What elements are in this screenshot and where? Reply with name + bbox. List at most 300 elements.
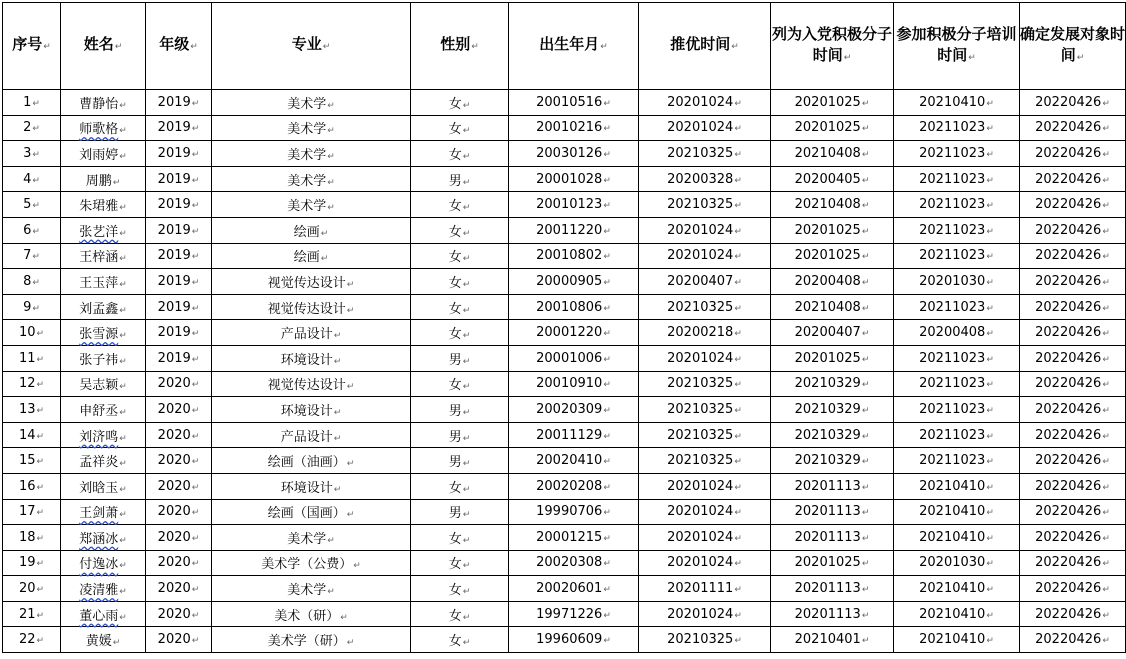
- paragraph-mark-icon: ↵: [986, 98, 994, 109]
- cell-col-activist: 20201025↵: [771, 243, 894, 269]
- paragraph-mark-icon: ↵: [119, 587, 127, 598]
- cell-col-name: 孟祥炎↵: [61, 448, 146, 474]
- cell-col-gender: 女↵: [411, 627, 509, 653]
- paragraph-mark-icon: ↵: [327, 151, 335, 162]
- paragraph-mark-icon: ↵: [32, 124, 40, 135]
- cell-col-grade: 2020↵: [146, 601, 212, 627]
- cell-col-recommend: 20200218↵: [639, 320, 771, 346]
- paragraph-mark-icon: ↵: [462, 535, 471, 546]
- cell-col-name: 刘晗玉↵: [61, 473, 146, 499]
- cell-col-major: 美术学↵: [212, 141, 411, 167]
- cell-col-recommend: 20210325↵: [639, 422, 771, 448]
- cell-col-recommend: 20210325↵: [639, 627, 771, 653]
- paragraph-mark-icon: ↵: [333, 484, 342, 495]
- paragraph-mark-icon: ↵: [603, 226, 611, 237]
- cell-col-major: 绘画↵: [212, 243, 411, 269]
- paragraph-mark-icon: ↵: [119, 459, 127, 470]
- cell-col-candidate: 20220426↵: [1020, 115, 1126, 141]
- cell-col-activist: 20210329↵: [771, 371, 894, 397]
- cell-col-gender: 女↵: [411, 115, 509, 141]
- cell-col-gender: 女↵: [411, 576, 509, 602]
- table-row: [3, 192, 1126, 218]
- cell-col-candidate: 20220426↵: [1020, 320, 1126, 346]
- cell-col-birth: 20010123↵: [509, 192, 639, 218]
- table-row: [3, 525, 1126, 551]
- paragraph-mark-icon: ↵: [603, 636, 611, 647]
- paragraph-mark-icon: ↵: [861, 508, 870, 519]
- paragraph-mark-icon: ↵: [32, 226, 40, 237]
- paragraph-mark-icon: ↵: [734, 98, 742, 109]
- paragraph-mark-icon: ↵: [734, 482, 742, 493]
- paragraph-mark-icon: ↵: [734, 303, 742, 314]
- cell-col-candidate: 20220426↵: [1020, 217, 1126, 243]
- paragraph-mark-icon: ↵: [861, 226, 870, 237]
- cell-col-grade: 2019↵: [146, 269, 212, 295]
- paragraph-mark-icon: ↵: [119, 484, 127, 495]
- cell-col-birth: 20010910↵: [509, 371, 639, 397]
- cell-col-grade: 2019↵: [146, 243, 212, 269]
- paragraph-mark-icon: ↵: [191, 533, 200, 544]
- cell-col-birth: 20001215↵: [509, 525, 639, 551]
- table-row: [3, 269, 1126, 295]
- paragraph-mark-icon: ↵: [861, 533, 870, 544]
- paragraph-mark-icon: ↵: [191, 431, 200, 442]
- cell-col-name: 刘孟鑫↵: [61, 294, 146, 320]
- paragraph-mark-icon: ↵: [32, 149, 40, 160]
- paragraph-mark-icon: ↵: [734, 585, 742, 596]
- cell-col-index: 15↵: [3, 448, 61, 474]
- paragraph-mark-icon: ↵: [734, 329, 742, 340]
- cell-col-gender: 女↵: [411, 473, 509, 499]
- table-row: [3, 473, 1126, 499]
- cell-col-grade: 2019↵: [146, 166, 212, 192]
- cell-col-grade: 2020↵: [146, 550, 212, 576]
- paragraph-mark-icon: ↵: [114, 42, 123, 52]
- cell-col-birth: 20010806↵: [509, 294, 639, 320]
- cell-col-activist: 20201113↵: [771, 525, 894, 551]
- cell-col-activist: 20201113↵: [771, 576, 894, 602]
- paragraph-mark-icon: ↵: [603, 252, 611, 263]
- paragraph-mark-icon: ↵: [843, 52, 852, 63]
- cell-col-recommend: 20210325↵: [639, 397, 771, 423]
- table-row: [3, 217, 1126, 243]
- paragraph-mark-icon: ↵: [36, 636, 45, 647]
- cell-col-gender: 女↵: [411, 371, 509, 397]
- paragraph-mark-icon: ↵: [986, 303, 994, 314]
- paragraph-mark-icon: ↵: [986, 559, 994, 570]
- paragraph-mark-icon: ↵: [968, 52, 976, 63]
- cell-col-birth: 20001006↵: [509, 345, 639, 371]
- table-row: [3, 627, 1126, 653]
- paragraph-mark-icon: ↵: [986, 175, 994, 186]
- paragraph-mark-icon: ↵: [603, 482, 611, 493]
- cell-col-training: 20211023↵: [894, 397, 1020, 423]
- paragraph-mark-icon: ↵: [734, 610, 742, 621]
- cell-col-name: 王玉萍↵: [61, 269, 146, 295]
- paragraph-mark-icon: ↵: [191, 175, 200, 186]
- paragraph-mark-icon: ↵: [36, 457, 45, 468]
- cell-col-gender: 男↵: [411, 345, 509, 371]
- cell-col-major: 绘画（国画）↵: [212, 499, 411, 525]
- cell-col-activist: 20210401↵: [771, 627, 894, 653]
- paragraph-mark-icon: ↵: [32, 98, 40, 109]
- cell-col-grade: 2019↵: [146, 320, 212, 346]
- cell-col-index: 7↵: [3, 243, 61, 269]
- paragraph-mark-icon: ↵: [119, 561, 127, 572]
- table-row: [3, 448, 1126, 474]
- cell-col-training: 20210410↵: [894, 601, 1020, 627]
- paragraph-mark-icon: ↵: [191, 405, 200, 416]
- paragraph-mark-icon: ↵: [603, 585, 611, 596]
- cell-col-gender: 女↵: [411, 525, 509, 551]
- paragraph-mark-icon: ↵: [603, 277, 611, 288]
- paragraph-mark-icon: ↵: [1102, 124, 1110, 135]
- cell-col-birth: 20001220↵: [509, 320, 639, 346]
- cell-col-grade: 2020↵: [146, 397, 212, 423]
- paragraph-mark-icon: ↵: [112, 638, 121, 649]
- paragraph-mark-icon: ↵: [861, 559, 870, 570]
- cell-col-gender: 女↵: [411, 141, 509, 167]
- cell-col-candidate: 20220426↵: [1020, 576, 1126, 602]
- cell-col-name: 王剑萧↵: [61, 499, 146, 525]
- cell-col-index: 4↵: [3, 166, 61, 192]
- cell-col-candidate: 20220426↵: [1020, 397, 1126, 423]
- paragraph-mark-icon: ↵: [1102, 585, 1110, 596]
- cell-col-training: 20211023↵: [894, 192, 1020, 218]
- cell-col-grade: 2020↵: [146, 499, 212, 525]
- paragraph-mark-icon: ↵: [986, 508, 994, 519]
- paragraph-mark-icon: ↵: [1102, 175, 1110, 186]
- cell-col-name: 师歌格↵: [61, 115, 146, 141]
- member-development-table: [2, 2, 1126, 653]
- cell-col-index: 19↵: [3, 550, 61, 576]
- paragraph-mark-icon: ↵: [861, 585, 870, 596]
- paragraph-mark-icon: ↵: [346, 459, 355, 470]
- cell-col-gender: 男↵: [411, 397, 509, 423]
- cell-col-name: 郑涵冰↵: [61, 525, 146, 551]
- cell-col-grade: 2020↵: [146, 422, 212, 448]
- paragraph-mark-icon: ↵: [1102, 380, 1110, 391]
- paragraph-mark-icon: ↵: [119, 151, 127, 162]
- paragraph-mark-icon: ↵: [734, 277, 742, 288]
- paragraph-mark-icon: ↵: [36, 533, 45, 544]
- cell-col-major: 绘画↵: [212, 217, 411, 243]
- cell-col-major: 视觉传达设计↵: [212, 269, 411, 295]
- paragraph-mark-icon: ↵: [603, 610, 611, 621]
- paragraph-mark-icon: ↵: [1102, 277, 1110, 288]
- paragraph-mark-icon: ↵: [471, 42, 479, 52]
- paragraph-mark-icon: ↵: [861, 303, 870, 314]
- paragraph-mark-icon: ↵: [861, 405, 870, 416]
- paragraph-mark-icon: ↵: [603, 533, 611, 544]
- paragraph-mark-icon: ↵: [1102, 636, 1110, 647]
- table-row: [3, 601, 1126, 627]
- table-row: [3, 576, 1126, 602]
- cell-col-major: 产品设计↵: [212, 422, 411, 448]
- paragraph-mark-icon: ↵: [734, 175, 742, 186]
- paragraph-mark-icon: ↵: [36, 405, 45, 416]
- paragraph-mark-icon: ↵: [462, 407, 471, 418]
- cell-col-recommend: 20201024↵: [639, 601, 771, 627]
- paragraph-mark-icon: ↵: [327, 177, 335, 188]
- paragraph-mark-icon: ↵: [734, 201, 742, 212]
- cell-col-major: 视觉传达设计↵: [212, 294, 411, 320]
- cell-col-grade: 2020↵: [146, 473, 212, 499]
- paragraph-mark-icon: ↵: [986, 277, 994, 288]
- cell-col-grade: 2020↵: [146, 627, 212, 653]
- cell-col-gender: 女↵: [411, 550, 509, 576]
- paragraph-mark-icon: ↵: [119, 407, 127, 418]
- paragraph-mark-icon: ↵: [986, 431, 994, 442]
- cell-col-candidate: 20220426↵: [1020, 243, 1126, 269]
- cell-col-training: 20211023↵: [894, 422, 1020, 448]
- header-col-index: 序号↵: [3, 3, 61, 90]
- cell-col-candidate: 20220426↵: [1020, 141, 1126, 167]
- cell-col-name: 申舒丞↵: [61, 397, 146, 423]
- paragraph-mark-icon: ↵: [327, 126, 335, 137]
- cell-col-training: 20211023↵: [894, 345, 1020, 371]
- paragraph-mark-icon: ↵: [191, 149, 200, 160]
- cell-col-candidate: 20220426↵: [1020, 294, 1126, 320]
- table-row: [3, 397, 1126, 423]
- paragraph-mark-icon: ↵: [462, 382, 471, 393]
- paragraph-mark-icon: ↵: [191, 354, 200, 365]
- cell-col-major: 美术学↵: [212, 576, 411, 602]
- paragraph-mark-icon: ↵: [119, 228, 127, 239]
- paragraph-mark-icon: ↵: [603, 380, 611, 391]
- paragraph-mark-icon: ↵: [861, 431, 870, 442]
- cell-col-birth: 20011220↵: [509, 217, 639, 243]
- cell-col-birth: 20001028↵: [509, 166, 639, 192]
- paragraph-mark-icon: ↵: [603, 98, 611, 109]
- paragraph-mark-icon: ↵: [734, 636, 742, 647]
- paragraph-mark-icon: ↵: [320, 254, 329, 265]
- paragraph-mark-icon: ↵: [734, 380, 742, 391]
- paragraph-mark-icon: ↵: [986, 610, 994, 621]
- paragraph-mark-icon: ↵: [191, 252, 200, 263]
- cell-col-birth: 20000905↵: [509, 269, 639, 295]
- paragraph-mark-icon: ↵: [734, 354, 742, 365]
- cell-col-candidate: 20220426↵: [1020, 601, 1126, 627]
- paragraph-mark-icon: ↵: [861, 380, 870, 391]
- cell-col-index: 9↵: [3, 294, 61, 320]
- paragraph-mark-icon: ↵: [734, 405, 742, 416]
- cell-col-activist: 20201025↵: [771, 217, 894, 243]
- paragraph-mark-icon: ↵: [462, 612, 471, 623]
- cell-col-birth: 20010216↵: [509, 115, 639, 141]
- cell-col-recommend: 20200328↵: [639, 166, 771, 192]
- cell-col-training: 20210410↵: [894, 473, 1020, 499]
- cell-col-training: 20211023↵: [894, 243, 1020, 269]
- cell-col-gender: 女↵: [411, 243, 509, 269]
- table-row: [3, 243, 1126, 269]
- cell-col-birth: 19971226↵: [509, 601, 639, 627]
- cell-col-major: 美术学↵: [212, 166, 411, 192]
- header-col-grade: 年级↵: [146, 3, 212, 90]
- cell-col-grade: 2019↵: [146, 345, 212, 371]
- paragraph-mark-icon: ↵: [986, 636, 994, 647]
- table-row: [3, 294, 1126, 320]
- paragraph-mark-icon: ↵: [603, 149, 611, 160]
- paragraph-mark-icon: ↵: [1102, 201, 1110, 212]
- cell-col-candidate: 20220426↵: [1020, 166, 1126, 192]
- cell-col-name: 付逸冰↵: [61, 550, 146, 576]
- cell-col-activist: 20210329↵: [771, 397, 894, 423]
- paragraph-mark-icon: ↵: [734, 431, 742, 442]
- paragraph-mark-icon: ↵: [734, 149, 742, 160]
- paragraph-mark-icon: ↵: [462, 100, 471, 111]
- cell-col-index: 2↵: [3, 115, 61, 141]
- paragraph-mark-icon: ↵: [119, 126, 127, 137]
- cell-col-index: 14↵: [3, 422, 61, 448]
- cell-col-index: 18↵: [3, 525, 61, 551]
- paragraph-mark-icon: ↵: [327, 587, 335, 598]
- cell-col-recommend: 20210325↵: [639, 141, 771, 167]
- cell-col-gender: 女↵: [411, 269, 509, 295]
- cell-col-recommend: 20210325↵: [639, 294, 771, 320]
- paragraph-mark-icon: ↵: [1102, 226, 1110, 237]
- paragraph-mark-icon: ↵: [36, 508, 45, 519]
- cell-col-name: 周鹏↵: [61, 166, 146, 192]
- header-col-major: 专业↵: [212, 3, 411, 90]
- paragraph-mark-icon: ↵: [462, 356, 471, 367]
- paragraph-mark-icon: ↵: [462, 561, 471, 572]
- table-row: [3, 166, 1126, 192]
- cell-col-major: 美术学（研）↵: [212, 627, 411, 653]
- cell-col-major: 视觉传达设计↵: [212, 371, 411, 397]
- cell-col-activist: 20201025↵: [771, 345, 894, 371]
- paragraph-mark-icon: ↵: [462, 638, 471, 649]
- header-col-name: 姓名↵: [61, 3, 146, 90]
- cell-col-index: 10↵: [3, 320, 61, 346]
- cell-col-index: 21↵: [3, 601, 61, 627]
- paragraph-mark-icon: ↵: [191, 303, 200, 314]
- cell-col-recommend: 20201024↵: [639, 550, 771, 576]
- cell-col-gender: 女↵: [411, 294, 509, 320]
- paragraph-mark-icon: ↵: [462, 203, 471, 214]
- paragraph-mark-icon: ↵: [322, 42, 331, 52]
- cell-col-birth: 20020308↵: [509, 550, 639, 576]
- paragraph-mark-icon: ↵: [119, 279, 127, 290]
- paragraph-mark-icon: ↵: [119, 100, 127, 111]
- paragraph-mark-icon: ↵: [327, 535, 335, 546]
- cell-col-birth: 20020309↵: [509, 397, 639, 423]
- paragraph-mark-icon: ↵: [986, 149, 994, 160]
- paragraph-mark-icon: ↵: [603, 354, 611, 365]
- paragraph-mark-icon: ↵: [32, 277, 40, 288]
- paragraph-mark-icon: ↵: [1102, 431, 1110, 442]
- paragraph-mark-icon: ↵: [462, 510, 471, 521]
- paragraph-mark-icon: ↵: [32, 175, 40, 186]
- cell-col-major: 美术学↵: [212, 115, 411, 141]
- cell-col-candidate: 20220426↵: [1020, 90, 1126, 116]
- paragraph-mark-icon: ↵: [36, 380, 45, 391]
- cell-col-activist: 20200405↵: [771, 166, 894, 192]
- paragraph-mark-icon: ↵: [1076, 52, 1085, 63]
- cell-col-candidate: 20220426↵: [1020, 192, 1126, 218]
- paragraph-mark-icon: ↵: [36, 329, 45, 340]
- cell-col-recommend: 20200407↵: [639, 269, 771, 295]
- paragraph-mark-icon: ↵: [462, 459, 471, 470]
- paragraph-mark-icon: ↵: [462, 177, 471, 188]
- cell-col-candidate: 20220426↵: [1020, 448, 1126, 474]
- cell-col-grade: 2019↵: [146, 217, 212, 243]
- cell-col-major: 美术学↵: [212, 90, 411, 116]
- paragraph-mark-icon: ↵: [462, 433, 471, 444]
- paragraph-mark-icon: ↵: [36, 354, 45, 365]
- paragraph-mark-icon: ↵: [603, 124, 611, 135]
- cell-col-index: 8↵: [3, 269, 61, 295]
- cell-col-candidate: 20220426↵: [1020, 499, 1126, 525]
- paragraph-mark-icon: ↵: [986, 533, 994, 544]
- cell-col-name: 张子祎↵: [61, 345, 146, 371]
- cell-col-name: 凌清雅↵: [61, 576, 146, 602]
- paragraph-mark-icon: ↵: [1102, 303, 1110, 314]
- cell-col-recommend: 20210325↵: [639, 371, 771, 397]
- cell-col-candidate: 20220426↵: [1020, 627, 1126, 653]
- header-col-activist: 列为入党积极分子时间↵: [771, 3, 894, 90]
- paragraph-mark-icon: ↵: [861, 201, 870, 212]
- paragraph-mark-icon: ↵: [119, 331, 127, 342]
- cell-col-activist: 20210408↵: [771, 294, 894, 320]
- header-col-candidate: 确定发展对象时间↵: [1020, 3, 1126, 90]
- paragraph-mark-icon: ↵: [191, 610, 200, 621]
- paragraph-mark-icon: ↵: [119, 356, 127, 367]
- table-row: [3, 422, 1126, 448]
- paragraph-mark-icon: ↵: [1102, 508, 1110, 519]
- cell-col-activist: 20201113↵: [771, 473, 894, 499]
- cell-col-major: 环境设计↵: [212, 473, 411, 499]
- paragraph-mark-icon: ↵: [861, 610, 870, 621]
- paragraph-mark-icon: ↵: [346, 638, 355, 649]
- cell-col-training: 20211023↵: [894, 294, 1020, 320]
- paragraph-mark-icon: ↵: [986, 124, 994, 135]
- cell-col-index: 20↵: [3, 576, 61, 602]
- cell-col-training: 20211023↵: [894, 448, 1020, 474]
- cell-col-activist: 20200407↵: [771, 320, 894, 346]
- table-row: [3, 345, 1126, 371]
- paragraph-mark-icon: ↵: [191, 226, 200, 237]
- cell-col-grade: 2020↵: [146, 525, 212, 551]
- cell-col-activist: 20201113↵: [771, 499, 894, 525]
- cell-col-grade: 2019↵: [146, 141, 212, 167]
- cell-col-training: 20210410↵: [894, 525, 1020, 551]
- paragraph-mark-icon: ↵: [353, 561, 361, 572]
- table-row: [3, 550, 1126, 576]
- paragraph-mark-icon: ↵: [346, 305, 355, 316]
- cell-col-grade: 2020↵: [146, 371, 212, 397]
- paragraph-mark-icon: ↵: [119, 510, 127, 521]
- cell-col-index: 22↵: [3, 627, 61, 653]
- cell-col-major: 绘画（油画）↵: [212, 448, 411, 474]
- paragraph-mark-icon: ↵: [603, 457, 611, 468]
- paragraph-mark-icon: ↵: [191, 636, 200, 647]
- cell-col-index: 17↵: [3, 499, 61, 525]
- cell-col-major: 环境设计↵: [212, 397, 411, 423]
- paragraph-mark-icon: ↵: [986, 405, 994, 416]
- cell-col-gender: 女↵: [411, 320, 509, 346]
- cell-col-recommend: 20201111↵: [639, 576, 771, 602]
- cell-col-recommend: 20201024↵: [639, 90, 771, 116]
- cell-col-activist: 20210329↵: [771, 448, 894, 474]
- paragraph-mark-icon: ↵: [1102, 405, 1110, 416]
- cell-col-candidate: 20220426↵: [1020, 525, 1126, 551]
- paragraph-mark-icon: ↵: [327, 203, 335, 214]
- paragraph-mark-icon: ↵: [1102, 252, 1110, 263]
- paragraph-mark-icon: ↵: [861, 98, 870, 109]
- paragraph-mark-icon: ↵: [861, 482, 870, 493]
- paragraph-mark-icon: ↵: [861, 636, 870, 647]
